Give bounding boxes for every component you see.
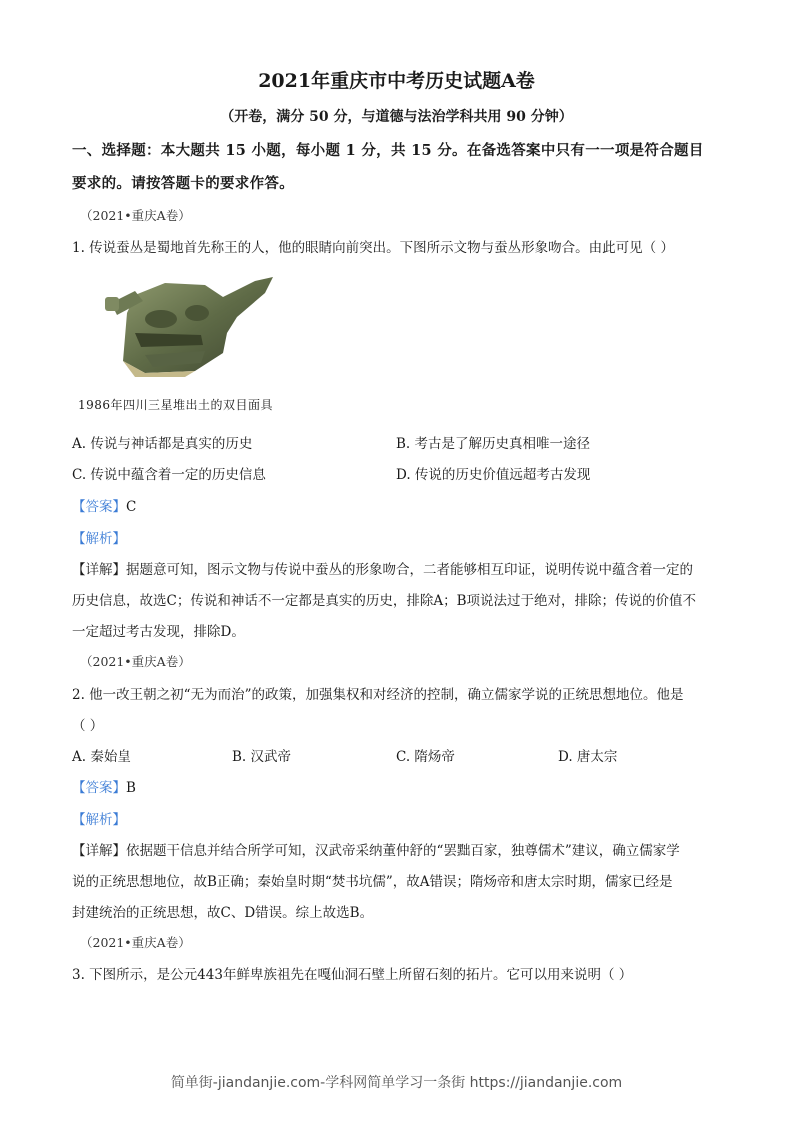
q1-option-c[interactable]: C. 传说中蕴含着一定的历史信息 (72, 467, 266, 483)
detail-label: 【详解】 (72, 843, 126, 859)
answer-value: C (126, 499, 137, 515)
q2-source: （2021•重庆A卷） (80, 654, 191, 669)
q3-source: （2021•重庆A卷） (80, 935, 191, 950)
q1-option-a[interactable]: A. 传说与神话都是真实的历史 (72, 436, 253, 452)
q3-stem: 3. 下图所示，是公元443年鲜卑族祖先在嘎仙洞石壁上所留石刻的拓片。它可以用来说明（ ） (72, 967, 633, 983)
bronze-mask-image (105, 273, 280, 381)
q1-source: （2021•重庆A卷） (80, 208, 191, 223)
page-footer: 简单街-jiandanjie.com-学科网简单学习一条街 https://jiandanjie.com (170, 1075, 623, 1091)
detail-label: 【详解】 (72, 562, 126, 578)
page-title: 2021年重庆市中考历史试题A卷 (258, 70, 535, 92)
q1-detail-line2: 历史信息，故选C；传说和神话不一定都是真实的历史，排除A；B项说法过于绝对，排除；传说的价值不 (72, 593, 696, 609)
q2-stem-line2: （ ） (72, 718, 104, 734)
q2-option-c[interactable]: C. 隋炀帝 (396, 749, 455, 765)
q2-stem-line1: 2. 他一改王朝之初“无为而治”的政策，加强集权和对经济的控制，确立儒家学说的正统思想地位。他是 (72, 687, 684, 703)
q2-answer (72, 776, 136, 796)
answer-label: 【答案】 (72, 780, 126, 796)
detail-text: 据题意可知，图示文物与传说中蚕丛的形象吻合，二者能够相互印证，说明传说中蕴含着一定的 (126, 562, 693, 578)
section-heading-line2: 要求的。请按答题卡的要求作答。 (72, 175, 294, 192)
q2-detail-line2: 说的正统思想地位，故B正确；秦始皇时期“焚书坑儒”，故A错误；隋炀帝和唐太宗时期，儒家已经是 (72, 874, 673, 890)
q2-option-a[interactable]: A. 秦始皇 (72, 749, 131, 765)
q2-option-d[interactable]: D. 唐太宗 (558, 749, 618, 765)
q1-image-caption: 1986年四川三星堆出土的双目面具 (78, 398, 274, 412)
q2-analysis-label: 【解析】 (72, 812, 126, 828)
q1-option-b[interactable]: B. 考古是了解历史真相唯一途径 (396, 436, 591, 452)
q1-stem: 1. 传说蚕丛是蜀地首先称王的人，他的眼睛向前突出。下图所示文物与蚕丛形象吻合。由此可见（ ） (72, 240, 674, 256)
section-heading-line1: 一、选择题：本大题共 15 小题，每小题 1 分，共 15 分。在备选答案中只有一一项是符合题目 (72, 142, 704, 159)
q1-option-d[interactable]: D. 传说的历史价值远超考古发现 (396, 467, 591, 483)
page-subtitle: （开卷，满分 50 分，与道德与法治学科共用 90 分钟） (220, 109, 573, 125)
q1-answer (72, 495, 136, 515)
detail-text: 依据题干信息并结合所学可知，汉武帝采纳董仲舒的“罢黜百家，独尊儒术”建议，确立儒家学 (126, 843, 680, 859)
answer-value: B (126, 780, 136, 796)
answer-label: 【答案】 (72, 499, 126, 515)
q2-detail-line1 (72, 839, 680, 859)
q1-detail-line1 (72, 558, 693, 578)
q1-analysis-label: 【解析】 (72, 531, 126, 547)
q1-detail-line3: 一定超过考古发现，排除D。 (72, 624, 245, 640)
q2-detail-line3: 封建统治的正统思想，故C、D错误。综上故选B。 (72, 905, 374, 921)
q2-option-b[interactable]: B. 汉武帝 (232, 749, 292, 765)
